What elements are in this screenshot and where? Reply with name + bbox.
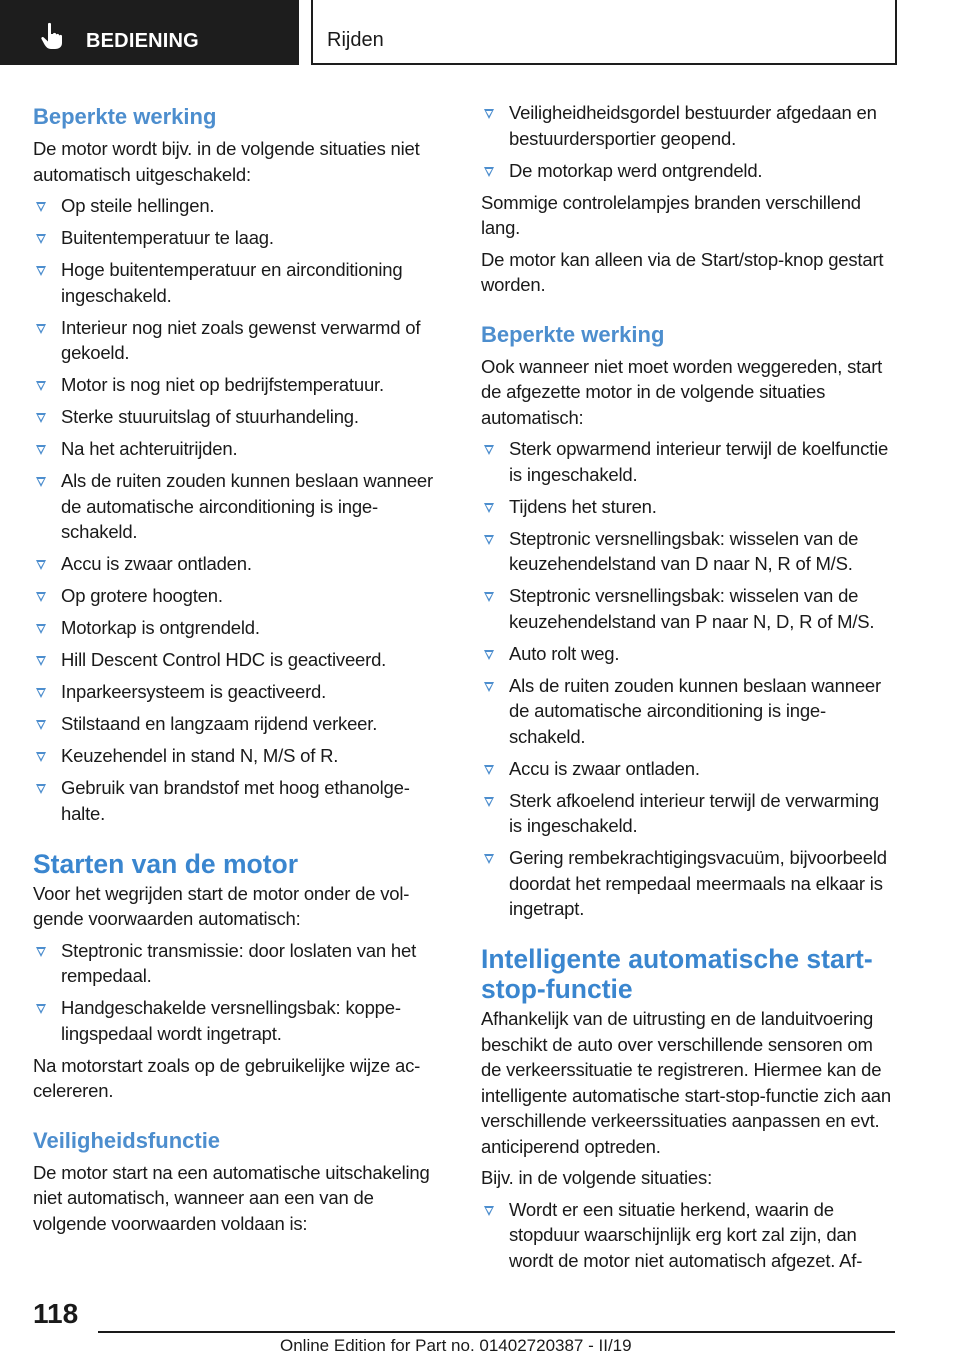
breadcrumb <box>311 0 897 65</box>
section-tab <box>0 0 299 65</box>
heading-beperkte-werking: Beperkte werking <box>481 321 665 347</box>
list-item: Keuzehendel in stand N, M/S of R. <box>33 743 445 769</box>
triangle-bullet-icon <box>484 797 494 807</box>
bullet-list <box>33 193 445 826</box>
triangle-bullet-icon <box>484 109 494 119</box>
triangle-bullet-icon <box>36 266 46 276</box>
bullet-list <box>33 938 445 1047</box>
triangle-bullet-icon <box>484 445 494 455</box>
list-item: Veiligheidheidsgordel bestuurder afgedaan en bestuurdersportier geopend. <box>481 100 895 151</box>
section-tab-label: BEDIENING <box>86 30 199 52</box>
list-item: Sterke stuuruitslag of stuurhandeling. <box>33 404 445 430</box>
list-item: Steptronic versnellingsbak: wisselen van de keuzehendelstand van P naar N, D, R of M/S. <box>481 583 895 634</box>
triangle-bullet-icon <box>36 688 46 698</box>
pointing-hand-icon <box>40 22 66 50</box>
list-item: Op steile hellingen. <box>33 193 445 219</box>
triangle-bullet-icon <box>484 592 494 602</box>
list-item: Accu is zwaar ontladen. <box>481 756 895 782</box>
triangle-bullet-icon <box>36 234 46 244</box>
triangle-bullet-icon <box>484 682 494 692</box>
list-item: Wordt er een situatie herkend, waarin de stopduur waarschijnlijk erg kort zal zijn, dan wordt de motor niet automatisch afgezet. Af- <box>481 1197 895 1274</box>
bullet-list <box>481 1197 895 1274</box>
list-item: Na het achteruitrijden. <box>33 436 445 462</box>
triangle-bullet-icon <box>36 413 46 423</box>
triangle-bullet-icon <box>36 1004 46 1014</box>
breadcrumb-label: Rijden <box>327 29 384 51</box>
list-item: Stilstaand en langzaam rijdend verkeer. <box>33 711 445 737</box>
list-item: De motorkap werd ontgrendeld. <box>481 158 895 184</box>
list-item: Gebruik van brandstof met hoog ethanolgehalte. <box>33 775 445 826</box>
right-column <box>481 100 895 1280</box>
list-item: Sterk opwarmend interieur terwijl de koelfunctie is ingeschakeld. <box>481 436 895 487</box>
triangle-bullet-icon <box>36 202 46 212</box>
list-item: Motorkap is ontgrendeld. <box>33 615 445 641</box>
triangle-bullet-icon <box>36 624 46 634</box>
list-item: Buitentemperatuur te laag. <box>33 225 445 251</box>
paragraph: Voor het wegrijden start de motor onder de volgende voorwaarden automatisch: <box>33 882 410 929</box>
triangle-bullet-icon <box>36 720 46 730</box>
paragraph: Bijv. in de volgende situaties: <box>481 1167 713 1188</box>
triangle-bullet-icon <box>484 1206 494 1216</box>
bullet-list <box>481 100 895 183</box>
list-item: Inparkeersysteem is geactiveerd. <box>33 679 445 705</box>
triangle-bullet-icon <box>36 477 46 487</box>
paragraph: Ook wanneer niet moet worden weggereden, start de afgezette motor in de volgende situaties automatisch: <box>481 355 883 428</box>
paragraph: Afhankelijk van de uitrusting en de landuitvoering beschikt de auto over verschillende sensoren om de verkeerssituatie te registreren. Hiermee kan de intelligente automatische start-stop-functie zich aan verschillende verkeerssituaties aanpassen en evt. anticiperend optreden. <box>481 1008 891 1157</box>
triangle-bullet-icon <box>484 167 494 177</box>
list-item: Accu is zwaar ontladen. <box>33 551 445 577</box>
heading-intelligente-start-stop: Intelligente automatische start-stop-functie <box>481 944 873 1004</box>
list-item: Auto rolt weg. <box>481 641 895 667</box>
list-item: Hoge buitentemperatuur en airconditioning ingeschakeld. <box>33 257 445 308</box>
list-item: Gering rembekrachtigingsvacuüm, bijvoorbeeld doordat het rempedaal meermaals na elkaar is ingetrapt. <box>481 845 895 922</box>
paragraph: De motor kan alleen via de Start/stop-knop gestart worden. <box>481 248 884 295</box>
footer-rule <box>98 1331 895 1333</box>
edition-footer: Online Edition for Part no. 01402720387 - II/19 <box>280 1336 632 1355</box>
triangle-bullet-icon <box>36 947 46 957</box>
triangle-bullet-icon <box>36 752 46 762</box>
triangle-bullet-icon <box>36 560 46 570</box>
triangle-bullet-icon <box>36 381 46 391</box>
triangle-bullet-icon <box>36 445 46 455</box>
triangle-bullet-icon <box>484 854 494 864</box>
triangle-bullet-icon <box>36 784 46 794</box>
heading-veiligheidsfunctie: Veiligheidsfunctie <box>33 1127 221 1153</box>
heading-beperkte-werking: Beperkte werking <box>33 104 217 129</box>
paragraph: De motor start na een automatische uitschakeling niet automatisch, wanneer aan een van de volgende voorwaarden voldaan is: <box>33 1161 430 1234</box>
page-number: 118 <box>33 1298 79 1329</box>
triangle-bullet-icon <box>484 650 494 660</box>
list-item: Tijdens het sturen. <box>481 494 895 520</box>
triangle-bullet-icon <box>36 656 46 666</box>
list-item: Handgeschakelde versnellingsbak: koppelingspedaal wordt ingetrapt. <box>33 995 445 1046</box>
list-item: Op grotere hoogten. <box>33 583 445 609</box>
list-item: Als de ruiten zouden kunnen beslaan wanneer de automatische airconditioning is ingeschakeld. <box>481 673 895 750</box>
list-item: Motor is nog niet op bedrijfstemperatuur. <box>33 372 445 398</box>
triangle-bullet-icon <box>484 535 494 545</box>
list-item: Hill Descent Control HDC is geactiveerd. <box>33 647 445 673</box>
bullet-list <box>481 436 895 922</box>
triangle-bullet-icon <box>484 765 494 775</box>
list-item: Steptronic versnellingsbak: wisselen van de keuzehendelstand van D naar N, R of M/S. <box>481 526 895 577</box>
triangle-bullet-icon <box>36 592 46 602</box>
triangle-bullet-icon <box>484 503 494 513</box>
paragraph: Na motorstart zoals op de gebruikelijke wijze accelereren. <box>33 1054 421 1101</box>
paragraph: De motor wordt bijv. in de volgende situaties niet automatisch uitgeschakeld: <box>33 138 420 185</box>
list-item: Sterk afkoelend interieur terwijl de verwarming is ingeschakeld. <box>481 788 895 839</box>
paragraph: Sommige controlelampjes branden verschillend lang. <box>481 191 861 238</box>
left-column <box>33 100 445 1242</box>
list-item: Interieur nog niet zoals gewenst verwarmd of gekoeld. <box>33 315 445 366</box>
list-item: Als de ruiten zouden kunnen beslaan wanneer de automatische airconditioning is ingeschakeld. <box>33 468 445 545</box>
list-item: Steptronic transmissie: door loslaten van het rempedaal. <box>33 938 445 989</box>
heading-starten-van-de-motor: Starten van de motor <box>33 848 299 879</box>
triangle-bullet-icon <box>36 324 46 334</box>
